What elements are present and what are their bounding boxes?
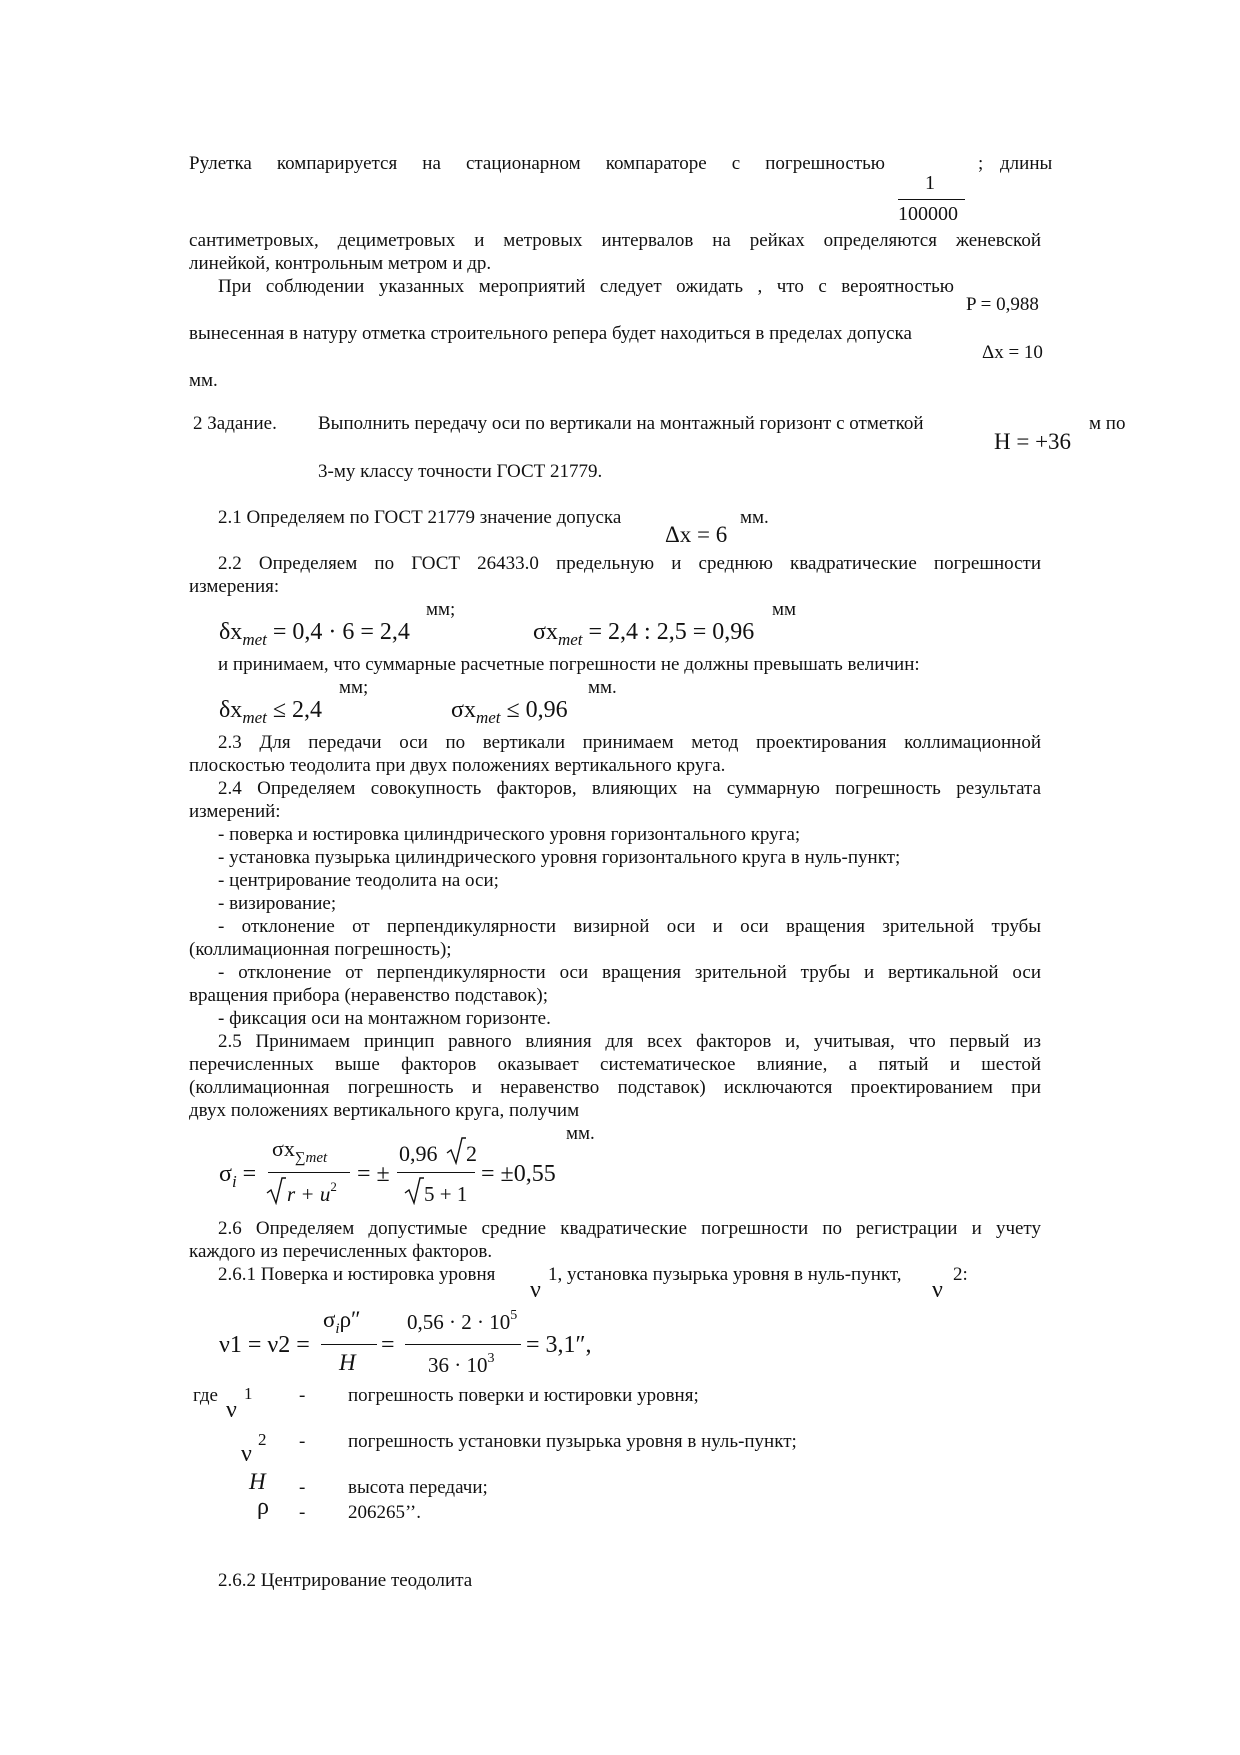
p1-word: на — [422, 153, 441, 174]
formula-superscript: 3 — [487, 1351, 495, 1366]
s21-mm: мм. — [740, 507, 769, 528]
factor-item: - установка пузырька цилиндрического уровня горизонтального круга в нуль-пункт; — [218, 847, 901, 868]
s22-mm1: мм; — [426, 599, 456, 620]
tolerance-fraction-numerator: 1 — [925, 172, 935, 194]
formula-symbol: σ — [323, 1307, 336, 1332]
sqrt-sign-icon — [404, 1177, 424, 1205]
formula-delta-x-limit — [219, 696, 322, 726]
factor-item-6b: вращения прибора (неравенство подставок); — [189, 985, 548, 1006]
formula-nu-result: = 3,1″, — [526, 1332, 592, 1358]
p1-word: стационарном — [465, 153, 581, 174]
s21-formula: Δx = 6 — [665, 522, 728, 547]
task-line2: 3-му классу точности ГОСТ 21779. — [318, 461, 603, 482]
legend-symbol-rho: ρ — [257, 1494, 269, 1520]
probability-formula: P = 0,988 — [966, 294, 1039, 315]
formula-nu-numA — [323, 1306, 361, 1337]
formula-sigma-i-den2: 5 + 1 — [424, 1182, 468, 1206]
formula-sigma-i-lhs: $\sigma_i$ = — [219, 1161, 257, 1191]
s23-line2: плоскостью теодолита при двух положениях вертикального круга. — [189, 755, 726, 776]
s22-mm3: мм; — [339, 677, 369, 698]
formula-subscript: met — [557, 630, 583, 649]
formula-symbol: σx — [272, 1136, 295, 1161]
formula-superscript: 5 — [510, 1308, 518, 1323]
s24-line2: измерений: — [189, 801, 281, 822]
formula-symbol: δx — [219, 697, 243, 723]
fraction-bar-4 — [405, 1344, 521, 1345]
task-line1: Выполнить передачу оси по вертикали на монтажный горизонт с отметкой — [318, 413, 924, 434]
formula-sigma-x-limit — [451, 696, 568, 726]
legend-text: 206265’’. — [348, 1502, 421, 1523]
legend-symbol-nu1: ν — [226, 1397, 237, 1423]
formula-denominator: 36 · 10 — [428, 1353, 488, 1377]
formula-numerator: 0,96 — [399, 1141, 438, 1166]
formula-nu-numB — [407, 1308, 517, 1340]
s25-line3: (коллимационная погрешность и неравенство подставок) исключаются проектированием при — [189, 1077, 1041, 1098]
p1-line3: линейкой, контрольным метром и др. — [189, 253, 492, 274]
p1-word-dliny: длины — [1000, 153, 1053, 174]
fraction-bar-1 — [268, 1172, 350, 1173]
s22-line2: измерения: — [189, 576, 280, 597]
p1-word: погрешностью — [765, 153, 885, 174]
formula-sigma-x-met — [533, 618, 754, 648]
tolerance-fraction-denominator: 100000 — [898, 203, 958, 225]
formula-sigma-i-result: = ±0,55 — [481, 1161, 556, 1187]
p2-line1: При соблюдении указанных мероприятий следует ожидать , что с вероятностью — [218, 276, 954, 297]
formula-sigma-i-root: 2 — [466, 1141, 477, 1166]
formula-numerator: 0,56 · 2 · 10 — [407, 1310, 511, 1334]
task-m-po: м по — [1089, 413, 1126, 434]
formula-subscript: i — [335, 1321, 340, 1337]
p1-word: с — [731, 153, 741, 174]
s25-mm: мм. — [566, 1123, 595, 1144]
p1-word: компараторе — [605, 153, 707, 174]
factor-item: - поверка и юстировка цилиндрического уровня горизонтального круга; — [218, 824, 801, 845]
formula-nu-denB — [428, 1351, 495, 1383]
formula-nu-denA — [339, 1349, 356, 1377]
formula-symbol: σ — [219, 1161, 232, 1187]
s22-mm2: мм — [772, 599, 797, 620]
formula-denominator: H — [339, 1350, 356, 1375]
formula-sigma-i-den1 — [287, 1180, 337, 1211]
s24-line1: 2.4 Определяем совокупность факторов, влияющих на суммарную погрешность результата — [218, 778, 1041, 799]
formula-subscript: met — [475, 708, 501, 727]
task-label: 2 Задание. — [193, 413, 277, 434]
legend-symbol-h: H — [249, 1469, 266, 1494]
formula-rhs: ≤ 0,96 — [500, 697, 568, 723]
legend-dash: - — [299, 1385, 306, 1406]
formula-nu-lhs: ν1 = ν2 = — [219, 1332, 310, 1358]
s23-line1: 2.3 Для передачи оси по вертикали принимаем метод проектирования коллимационной — [218, 732, 1041, 753]
s261-part3: 2: — [953, 1264, 968, 1285]
legend-gde: где — [193, 1385, 218, 1406]
formula-sigma-i-num2 — [399, 1140, 438, 1168]
formula-subscript: met — [242, 630, 267, 649]
formula-symbol: ρ″ — [339, 1307, 361, 1332]
formula-rhs: ≤ 2,4 — [266, 697, 323, 723]
p2-mm: мм. — [189, 370, 218, 391]
legend-text: высота передачи; — [348, 1477, 488, 1498]
factor-item: - визирование; — [218, 893, 337, 914]
nu-symbol: ν — [530, 1277, 541, 1303]
formula-symbol: δx — [219, 619, 243, 645]
tolerance-dx-formula: Δx = 10 — [982, 342, 1043, 363]
s26-line2: каждого из перечисленных факторов. — [189, 1241, 493, 1262]
sqrt-sign-icon — [446, 1137, 466, 1165]
p2-line2: вынесенная в натуру отметка строительного репера будет находиться в пределах допуска — [189, 323, 912, 344]
legend-dash: - — [299, 1477, 306, 1498]
formula-subscript: ∑met — [294, 1150, 328, 1166]
formula-sigma-i-num1 — [272, 1135, 327, 1166]
fraction-bar-3 — [321, 1344, 377, 1345]
p1-word: Рулетка — [189, 153, 252, 174]
s261-part1: 2.6.1 Поверка и юстировка уровня — [218, 1264, 496, 1285]
p1-word: компарируется — [276, 153, 398, 174]
s25-line2: перечисленных выше факторов оказывает систематическое влияние, а пятый и шестой — [189, 1054, 1041, 1075]
legend-text: погрешность установки пузырька уровня в нуль-пункт; — [348, 1431, 797, 1452]
legend-index: 2 — [258, 1430, 267, 1449]
sqrt-sign-icon — [266, 1177, 286, 1205]
p1-semicolon: ; — [978, 153, 984, 174]
fraction-bar-2 — [397, 1172, 475, 1173]
legend-index: 1 — [244, 1384, 253, 1403]
legend-symbol-nu2: ν — [241, 1441, 252, 1467]
s261-part2: 1, установка пузырька уровня в нуль-пункт, — [548, 1264, 902, 1285]
s26-line1: 2.6 Определяем допустимые средние квадратические погрешности по регистрации и учету — [218, 1218, 1041, 1239]
factor-item-6a: - отклонение от перпендикулярности оси вращения зрительной трубы и вертикальной оси — [218, 962, 1041, 983]
legend-dash: - — [299, 1431, 306, 1452]
legend-text: погрешность поверки и юстировки уровня; — [348, 1385, 699, 1406]
s22-line1: 2.2 Определяем по ГОСТ 26433.0 предельную и среднюю квадратические погрешности — [218, 553, 1041, 574]
formula-delta-x-met — [219, 618, 410, 648]
s25-line1: 2.5 Принимаем принцип равного влияния для всех факторов и, учитывая, что первый из — [218, 1031, 1041, 1052]
formula-symbol: σx — [451, 697, 476, 723]
s25-line4: двух положениях вертикального круга, получим — [189, 1100, 580, 1121]
formula-rhs: = 2,4 : 2,5 = 0,96 — [582, 619, 755, 645]
formula-symbol: σx — [533, 619, 558, 645]
s22-mm4: мм. — [588, 677, 617, 698]
formula-rhs: = 0,4 · 6 = 2,4 — [266, 619, 410, 645]
tolerance-fraction-bar — [898, 199, 965, 200]
s21-text: 2.1 Определяем по ГОСТ 21779 значение допуска — [218, 507, 622, 528]
formula-subscript: i — [231, 1172, 237, 1191]
formula-denominator: r + u — [287, 1182, 331, 1206]
formula-subscript: met — [242, 708, 267, 727]
legend-dash: - — [299, 1502, 306, 1523]
factor-item-5b: (коллимационная погрешность); — [189, 939, 452, 960]
factor-item-7: - фиксация оси на монтажном горизонте. — [218, 1008, 551, 1029]
formula-nu-eq: = — [381, 1332, 395, 1358]
height-formula: H = +36 — [994, 429, 1072, 454]
formula-superscript: 2 — [330, 1179, 337, 1194]
s22-line3: и принимаем, что суммарные расчетные погрешности не должны превышать величин: — [218, 654, 920, 675]
p1-line1 — [189, 152, 885, 175]
factor-item-5a: - отклонение от перпендикулярности визирной оси и оси вращения зрительной трубы — [218, 916, 1041, 937]
s262-title: 2.6.2 Центрирование теодолита — [218, 1570, 473, 1591]
p1-line2: сантиметровых, дециметровых и метровых интервалов на рейках определяются женевской — [189, 230, 1041, 251]
nu-symbol: ν — [932, 1277, 943, 1303]
factor-item: - центрирование теодолита на оси; — [218, 870, 499, 891]
formula-plus-minus: = ± — [357, 1161, 390, 1187]
